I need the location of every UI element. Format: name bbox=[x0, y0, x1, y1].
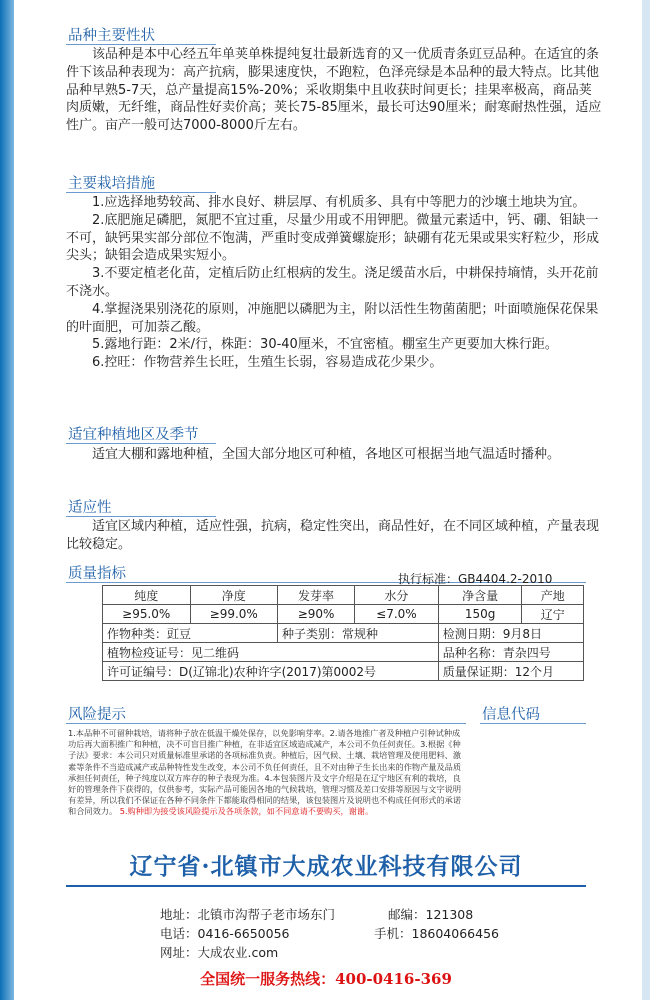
cultivation-item: 2.底肥施足磷肥，氮肥不宜过重，尽量少用或不用钾肥。微量元素适中，钙、硼、钼缺一不可，缺钙果实部分部位不饱满，严重时变成弹簧螺旋形；缺硼有花无果或果实籽粒少，形成尖头；缺钼会造成果实短小。 bbox=[66, 212, 600, 264]
website: 网址：大成农业.com bbox=[160, 945, 279, 960]
service-hotline: 全国统一服务热线：400-0416-369 bbox=[200, 970, 452, 988]
value-cleanliness: ≥99.0% bbox=[190, 605, 278, 624]
info-code-rule bbox=[480, 723, 586, 724]
quality-heading: 质量指标 bbox=[68, 566, 126, 582]
seed-type: 种子类别：常规种 bbox=[278, 624, 439, 643]
company-name: 辽宁省·北镇市大成农业科技有限公司 bbox=[129, 853, 523, 880]
risk-notice bbox=[68, 728, 468, 818]
risk-body: 1.本品种不可留种栽培，请将种子放在低温干燥处保存，以免影响芽率。2.请各地推广者及种植户引种试种成功后再大面积推广和种植，决不可盲目推广种植，在非适宜区域造成减产，本公司不负任何责任。3.根据《种子法》要求：本公司只对质量标准里承诺的各项标准负责。种植后，因气候、土壤、栽培管理及使用肥料、激素等条件不当造成减产或品种特性发生改变，本公司不负任何责任，且不对由种子生长出来的作物产量及品质承担任何责任，种子纯度以双方库存的种子表现为准。4.本包装图片及文字介绍是在辽宁地区有利的栽培，良好的管理条件下获得的，仅供参考，实际产品可能因各地的气候栽培，管理习惯及差口安排等原因与文字说明有差异，所以我们不保证在各种不同条件下都能取得相同的结果，该包装图片及说明也不构成任何形式的承诺和合同效力。 bbox=[68, 728, 462, 817]
region-body: 适宜大棚和露地种植，全国大部分地区可种植，各地区可根据当地气温适时播种。 bbox=[92, 447, 561, 462]
quality-value-row bbox=[103, 605, 584, 624]
execution-standard: 执行标准：GB4404.2-2010 bbox=[398, 572, 553, 586]
header-net-content: 净含量 bbox=[438, 586, 522, 605]
header-moisture: 水分 bbox=[355, 586, 439, 605]
warranty-period: 质量保证期：12个月 bbox=[438, 662, 583, 681]
variety-body: 该品种是本中心经五年单荚单株提纯复壮最新选育的又一优质青条豇豆品种。在适宜的条件下该品种表现为：高产抗病，膨果速度快，不跑粒，色泽亮绿是本品种的最大特点。比其他品种早熟5-7天，总产量提高15%-20%；采收期集中且收获时间更长；挂果率极高，商品荚肉质嫩，无纤维，商品性好卖价高；荚长75-85厘米，最长可达90厘米；耐寒耐热性强，适应性广。亩产一般可达7000-8000斤左右。 bbox=[66, 47, 602, 134]
right-border-decoration bbox=[642, 0, 650, 1000]
header-origin: 产地 bbox=[522, 586, 584, 605]
value-net-content: 150g bbox=[438, 605, 522, 624]
adapt-heading: 适应性 bbox=[68, 500, 112, 516]
quality-quarantine-row bbox=[103, 643, 584, 662]
region-heading-rule bbox=[66, 443, 216, 444]
variety-heading: 品种主要性状 bbox=[68, 28, 155, 44]
cultivation-item: 1.应选择地势较高、排水良好、耕层厚、有机质多、具有中等肥力的沙壤土地块为宜。 bbox=[92, 195, 586, 210]
test-date: 检测日期：9月8日 bbox=[438, 624, 583, 643]
quality-license-row bbox=[103, 662, 584, 681]
cultivation-item: 4.掌握浇果别浇花的原则，冲施肥以磷肥为主，附以活性生物菌菌肥；叶面喷施保花保果的叶面肥，可加萘乙酸。 bbox=[66, 301, 599, 335]
region-heading: 适宜种植地区及季节 bbox=[68, 427, 199, 443]
cultivation-item: 6.控旺：作物营养生长旺，生殖生长弱，容易造成花少果少。 bbox=[92, 355, 443, 371]
header-cleanliness: 净度 bbox=[190, 586, 278, 605]
risk-heading-rule bbox=[66, 723, 466, 724]
cultivation-heading-rule bbox=[66, 192, 216, 193]
cultivation-list bbox=[66, 194, 602, 372]
quality-header-row bbox=[103, 586, 584, 605]
variety-heading-rule bbox=[66, 44, 216, 45]
header-purity: 纯度 bbox=[103, 586, 191, 605]
header-germination: 发芽率 bbox=[278, 586, 355, 605]
risk-heading: 风险提示 bbox=[68, 707, 126, 723]
cultivation-heading: 主要栽培措施 bbox=[68, 176, 155, 192]
value-origin: 辽宁 bbox=[522, 605, 584, 624]
risk-warning: 5.购种即为接受该风险提示及各项条款，如不同意请不要购买，谢谢。 bbox=[119, 806, 374, 817]
variety-name: 品种名称：青杂四号 bbox=[438, 643, 583, 662]
quality-table bbox=[102, 585, 584, 681]
phone: 电话：0416-6650056 bbox=[160, 926, 290, 941]
value-germination: ≥90% bbox=[278, 605, 355, 624]
license-number: 许可证编号：D(辽锦北)农种许字(2017)第0002号 bbox=[103, 662, 439, 681]
address: 地址：北镇市沟帮子老市场东门 bbox=[160, 907, 336, 922]
value-moisture: ≤7.0% bbox=[355, 605, 439, 624]
info-code-heading: 信息代码 bbox=[482, 707, 540, 723]
adapt-heading-rule bbox=[66, 516, 216, 517]
crop-type: 作物种类：豇豆 bbox=[103, 624, 278, 643]
adapt-body: 适宜区域内种植，适应性强，抗病，稳定性突出，商品性好，在不同区域种植，产量表现比较稳定。 bbox=[66, 519, 600, 552]
value-purity: ≥95.0% bbox=[103, 605, 191, 624]
cultivation-item: 5.露地行距：2米/行，株距：30-40厘米，不宜密植。棚室生产更要加大株行距。 bbox=[92, 337, 558, 353]
postcode: 邮编：121308 bbox=[388, 907, 474, 922]
company-rule bbox=[66, 885, 586, 887]
quality-crop-row bbox=[103, 624, 584, 643]
mobile: 手机：18604066456 bbox=[374, 926, 499, 941]
quarantine-number: 植物检疫证号：见二维码 bbox=[103, 643, 439, 662]
cultivation-item: 3.不要定植老化苗，定植后防止红根病的发生。浇足缓苗水后，中耕保持墒情，头开花前不浇水。 bbox=[66, 266, 599, 299]
left-border-decoration bbox=[0, 0, 14, 1000]
